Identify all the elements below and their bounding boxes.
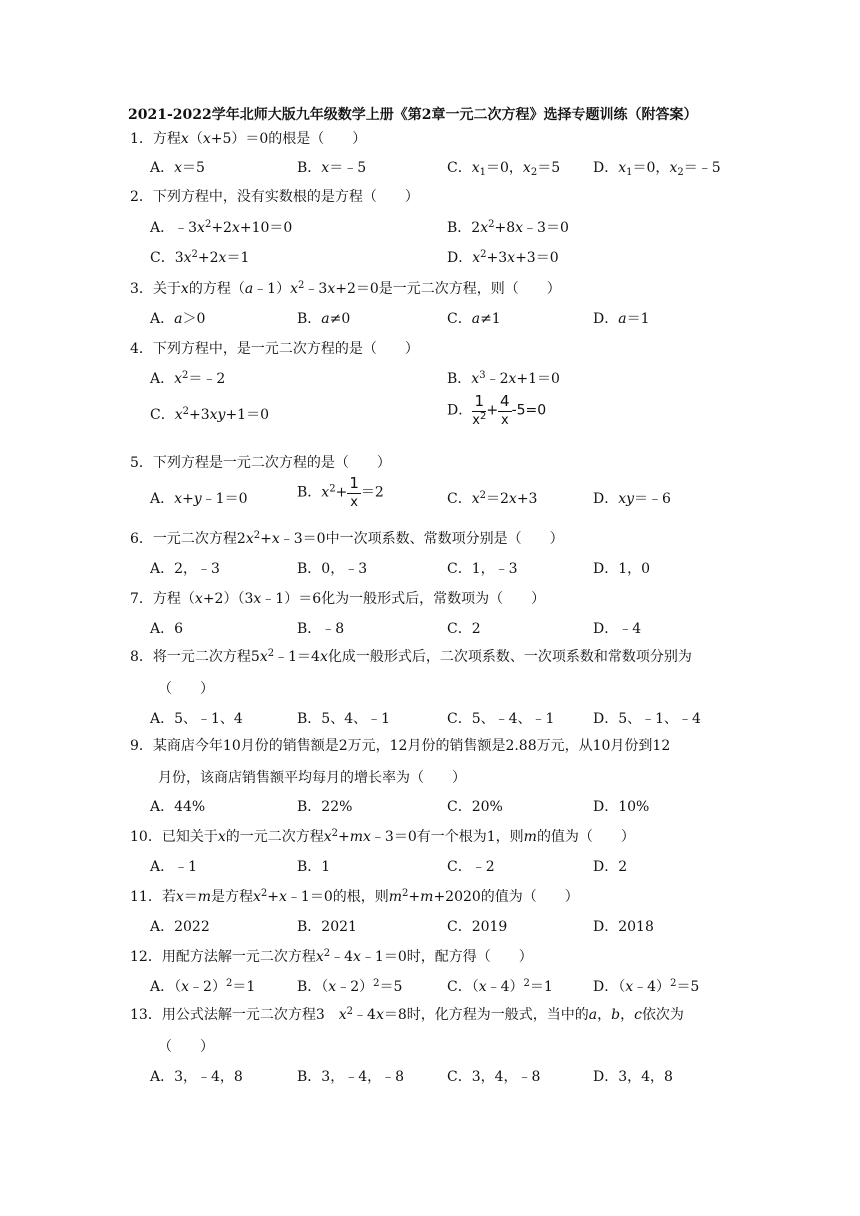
option-1b[interactable]: B．x＝﹣5 (297, 160, 367, 176)
option-12d[interactable]: D．（x﹣4）$^2$＝5 (593, 978, 700, 995)
options-1 (150, 157, 750, 183)
option-4b[interactable]: B．$x^3﹣2x+1=0$ (447, 370, 560, 387)
option-4a[interactable]: A．$x^2=﹣2$ (150, 370, 226, 387)
option-9c[interactable]: C．20% (447, 799, 503, 815)
option-2b[interactable]: B．$2x^2+8x﹣3=0$ (447, 219, 569, 236)
option-6a[interactable]: A．2，﹣3 (150, 561, 220, 577)
options-10 (150, 856, 750, 882)
options-4-row2 (150, 392, 750, 438)
option-11a[interactable]: A．2022 (150, 919, 210, 935)
question-13: 13．用公式法解一元二次方程3 $x^2﹣4x=8$时，化方程为一般式，当中的a，b，c依次为 （ ） (130, 1006, 684, 1055)
option-3b[interactable]: B．a≠0 (297, 311, 351, 327)
question-5: 5．下列方程是一元二次方程的是（ ） (130, 455, 391, 471)
question-3: 3．关于x的方程$(a﹣1)x^2﹣3x+2=0$是一元二次方程，则（ ） (130, 280, 561, 297)
option-2c[interactable]: C．$3x^2+2x=1$ (150, 249, 250, 266)
option-5a[interactable]: A．x+y﹣1＝0 (150, 491, 248, 507)
question-10: 10．已知关于x的一元二次方程$x^2+mx﹣3=0$有一个根为1，则m的值为（ ） (130, 828, 635, 845)
question-2: 2．下列方程中，没有实数根的是方程（ ） (130, 189, 419, 205)
question-8: 8．将一元二次方程$5x^2﹣1=4x$化成一般形式后，二次项系数、一次项系数和常数项分别为 （ ） (130, 648, 692, 697)
option-11c[interactable]: C．2019 (447, 919, 508, 935)
options-9 (150, 796, 750, 822)
document-title: 2021-2022学年北师大版九年级数学上册《第2章一元二次方程》选择专题训练（附答案） (128, 107, 698, 123)
option-8c[interactable]: C．5、﹣4、﹣1 (447, 711, 555, 727)
option-8a[interactable]: A．5、﹣1、4 (150, 711, 243, 727)
option-13b[interactable]: B．3，﹣4，﹣8 (297, 1069, 405, 1085)
option-3c[interactable]: C．a≠1 (447, 311, 501, 327)
question-1: 1．方程x（x+5）＝0的根是（ ） (130, 131, 367, 147)
option-12c[interactable]: C．（x﹣4）$^2$＝1 (447, 978, 553, 995)
option-5b[interactable]: B．$x^2+$ $\frac{1}{x}$ ＝2 (297, 474, 384, 510)
question-12: 12．用配方法解一元二次方程$x^2﹣4x﹣1=0$时，配方得（ ） (130, 948, 533, 965)
option-6d[interactable]: D．1，0 (593, 561, 651, 577)
option-12a[interactable]: A．（x﹣2）$^2$＝1 (150, 978, 256, 995)
option-3d[interactable]: D．a＝1 (593, 311, 650, 327)
option-6c[interactable]: C．1，﹣3 (447, 561, 518, 577)
option-11d[interactable]: D．2018 (593, 919, 654, 935)
options-3 (150, 308, 750, 334)
options-4-row1 (150, 368, 750, 394)
options-5 (150, 474, 750, 522)
option-10c[interactable]: C．﹣2 (447, 859, 495, 875)
option-7c[interactable]: C．2 (447, 621, 481, 637)
option-11b[interactable]: B．2021 (297, 919, 357, 935)
option-8d[interactable]: D．5、﹣1、﹣4 (593, 711, 701, 727)
option-7d[interactable]: D．﹣4 (593, 621, 642, 637)
option-2d[interactable]: D．$x^2+3x+3=0$ (447, 249, 559, 266)
options-13 (150, 1066, 750, 1092)
options-6 (150, 558, 750, 584)
question-11: 11．若x＝m是方程$x^2+x﹣1=0$的根，则$m^2+m+2020$的值为（ ） (130, 888, 579, 905)
option-4c[interactable]: C．$x^2+3xy+1=0$ (150, 406, 269, 423)
question-9: 9．某商店今年10月份的销售额是2万元，12月份的销售额是2.88万元，从10月份到12 月份，该商店销售额平均每月的增长率为（ ） (130, 738, 671, 786)
option-1a[interactable]: A．x＝5 (150, 160, 205, 176)
option-8b[interactable]: B．5、4、﹣1 (297, 711, 391, 727)
option-7b[interactable]: B．﹣8 (297, 621, 345, 637)
option-10d[interactable]: D．2 (593, 859, 628, 875)
options-2-row2 (150, 247, 750, 273)
option-9a[interactable]: A．44% (150, 799, 206, 815)
option-6b[interactable]: B．0，﹣3 (297, 561, 368, 577)
question-7: 7．方程（x+2）（3x﹣1）＝6化为一般形式后，常数项为（ ） (130, 591, 546, 607)
option-10b[interactable]: B．1 (297, 859, 331, 875)
option-13d[interactable]: D．3，4，8 (593, 1069, 673, 1085)
question-4: 4．下列方程中，是一元二次方程的是（ ） (130, 341, 419, 357)
option-1d[interactable]: D．$x_1=0$，$x_2=﹣5$ (593, 160, 721, 178)
option-10a[interactable]: A．﹣1 (150, 859, 198, 875)
option-1c[interactable]: C．$x_1=0$，$x_2=5$ (447, 160, 561, 178)
option-7a[interactable]: A．6 (150, 621, 184, 637)
option-2a[interactable]: A．$﹣3x^2+2x+10=0$ (150, 219, 293, 236)
options-11 (150, 916, 750, 942)
option-13c[interactable]: C．3，4，﹣8 (447, 1069, 541, 1085)
option-5d[interactable]: D．xy＝﹣6 (593, 491, 671, 507)
options-2-row1 (150, 217, 750, 243)
option-4d[interactable]: D． $\frac{1}{x^2}$ + $\frac{4}{x}$ -5=0 (447, 392, 547, 428)
option-3a[interactable]: A．a＞0 (150, 311, 206, 327)
option-12b[interactable]: B．（x﹣2）$^2$＝5 (297, 978, 403, 995)
option-9d[interactable]: D．10% (593, 799, 650, 815)
option-13a[interactable]: A．3，﹣4，8 (150, 1069, 243, 1085)
option-9b[interactable]: B．22% (297, 799, 353, 815)
question-6: 6．一元二次方程$2x^2+x﹣3=0$中一次项系数、常数项分别是（ ） (130, 530, 564, 547)
option-5c[interactable]: C．$x^2=2x+3$ (447, 490, 538, 507)
